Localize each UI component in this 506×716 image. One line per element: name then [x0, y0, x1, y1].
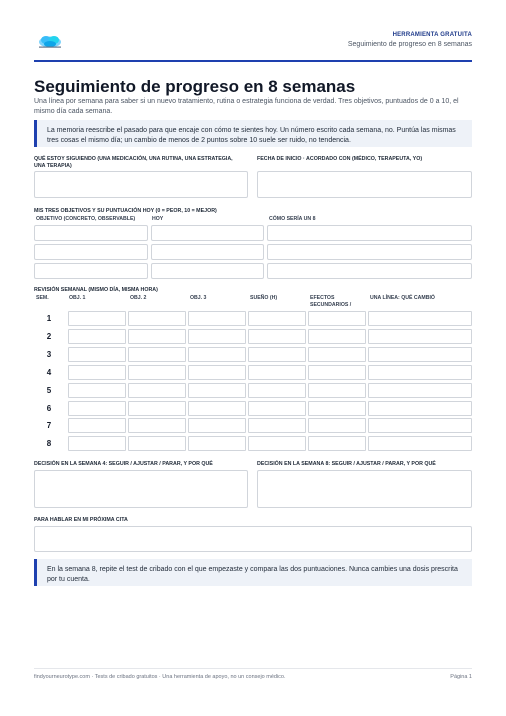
week-2-side-effects-cell[interactable] [308, 329, 366, 344]
week-1-goal-2-cell[interactable] [128, 311, 186, 326]
week-number: 8 [46, 439, 52, 449]
week-4-goal-3-cell[interactable] [188, 365, 246, 380]
week-3-what-changed-cell[interactable] [368, 347, 472, 362]
week-1-sleep-cell[interactable] [248, 311, 306, 326]
week-4-side-effects-cell[interactable] [308, 365, 366, 380]
brain-logo-icon [37, 33, 63, 49]
decision-week8-field[interactable] [257, 470, 472, 508]
week-2-goal-1-cell[interactable] [68, 329, 126, 344]
week-number: 1 [46, 314, 52, 323]
footer-text: findyourneurotype.com · Tests de cribado gratuitos · Una herramienta de apoyo, no un consejo médico. [34, 674, 286, 680]
week-4-goal-1-cell[interactable] [68, 365, 126, 380]
week-number: 5 [46, 385, 52, 395]
col-goal-1: OBJ. 1 [69, 295, 86, 301]
week-5-goal-2-cell[interactable] [128, 383, 186, 398]
week-5-what-changed-cell[interactable] [368, 383, 472, 398]
tracking-field[interactable] [34, 171, 248, 198]
week-2-goal-3-cell[interactable] [188, 329, 246, 344]
col-goal-3: OBJ. 3 [190, 295, 207, 301]
week-6-goal-2-cell[interactable] [128, 401, 186, 416]
week-7-goal-1-cell[interactable] [68, 418, 126, 433]
week-6-goal-3-cell[interactable] [188, 401, 246, 416]
today-column-header: HOY [152, 216, 164, 222]
week-3-side-effects-cell[interactable] [308, 347, 366, 362]
week-4-sleep-cell[interactable] [248, 365, 306, 380]
week-2-what-changed-cell[interactable] [368, 329, 472, 344]
week-7-side-effects-cell[interactable] [308, 418, 366, 433]
week-7-goal-2-cell[interactable] [128, 418, 186, 433]
col-side-effects: EFECTOS SECUNDARIOS / [310, 295, 352, 308]
retest-callout: En la semana 8, repite el test de cribado con el que empezaste y compara las dos puntuaciones. Nunca cambies una dosis prescrita por tu cuenta. [34, 559, 472, 586]
goal-2-week8-field[interactable] [267, 244, 472, 260]
goal-3-week8-field[interactable] [267, 263, 472, 279]
week-8-what-changed-cell[interactable] [368, 436, 472, 451]
week-7-sleep-cell[interactable] [248, 418, 306, 433]
tracking-label: QUÉ ESTOY SIGUIENDO (UNA MEDICACIÓN, UNA RUTINA, UNA ESTRATEGIA, UNA TERAPIA) [34, 156, 233, 169]
goal-column-header: OBJETIVO (CONCRETO, OBSERVABLE) [36, 216, 136, 222]
decision-week4-label: DECISIÓN EN LA SEMANA 4: SEGUIR / AJUSTAR / PARAR, Y POR QUÉ [34, 461, 213, 467]
start-date-field[interactable] [257, 171, 472, 198]
week-3-goal-1-cell[interactable] [68, 347, 126, 362]
week-3-goal-2-cell[interactable] [128, 347, 186, 362]
decision-week8-label: DECISIÓN EN LA SEMANA 8: SEGUIR / AJUSTAR / PARAR, Y POR QUÉ [257, 461, 436, 467]
page-number: Página 1 [450, 674, 472, 680]
week8-column-header: CÓMO SERÍA UN 8 [269, 216, 316, 222]
week-5-sleep-cell[interactable] [248, 383, 306, 398]
col-what-changed: UNA LÍNEA: QUÉ CAMBIÓ [370, 295, 435, 301]
week-1-goal-3-cell[interactable] [188, 311, 246, 326]
week-6-what-changed-cell[interactable] [368, 401, 472, 416]
week-5-side-effects-cell[interactable] [308, 383, 366, 398]
week-2-sleep-cell[interactable] [248, 329, 306, 344]
week-7-goal-3-cell[interactable] [188, 418, 246, 433]
weekly-label: REVISIÓN SEMANAL (MISMO DÍA, MISMA HORA) [34, 287, 158, 293]
week-8-side-effects-cell[interactable] [308, 436, 366, 451]
week-8-goal-2-cell[interactable] [128, 436, 186, 451]
week-8-goal-1-cell[interactable] [68, 436, 126, 451]
start-date-label: FECHA DE INICIO · ACORDADO CON (MÉDICO, TERAPEUTA, YO) [257, 156, 423, 162]
week-1-goal-1-cell[interactable] [68, 311, 126, 326]
col-goal-2: OBJ. 2 [130, 295, 147, 301]
week-number: 2 [46, 331, 52, 341]
col-sleep: SUEÑO (H) [250, 295, 278, 301]
intro-text: Una línea por semana para saber si un nuevo tratamiento, rutina o estrategia funciona de verdad. Tres objetivos, puntuados de 0 a 10, el mismo día cada semana. [34, 98, 459, 115]
week-number: 7 [46, 421, 52, 431]
week-6-side-effects-cell[interactable] [308, 401, 366, 416]
week-6-goal-1-cell[interactable] [68, 401, 126, 416]
memory-callout: La memoria reescribe el pasado para que encaje con cómo te sientes hoy. Un número escrito cada semana, no. Puntúa las mismas tres cosas el mismo día; un cambio de menos de 2 puntos sobre 10 suele ser ruido, no tendencia. [34, 120, 472, 147]
week-6-sleep-cell[interactable] [248, 401, 306, 416]
appointment-field[interactable] [34, 526, 472, 552]
week-1-side-effects-cell[interactable] [308, 311, 366, 326]
decision-week4-field[interactable] [34, 470, 248, 508]
goal-1-field[interactable] [34, 225, 148, 241]
goal-2-field[interactable] [34, 244, 148, 260]
page-title: Seguimiento de progreso en 8 semanas [34, 77, 356, 96]
week-5-goal-1-cell[interactable] [68, 383, 126, 398]
week-1-what-changed-cell[interactable] [368, 311, 472, 326]
goal-3-field[interactable] [34, 263, 148, 279]
col-week: SEM. [36, 295, 49, 301]
week-number: 3 [46, 349, 52, 359]
week-7-what-changed-cell[interactable] [368, 418, 472, 433]
goal-1-week8-field[interactable] [267, 225, 472, 241]
footer-divider [34, 668, 472, 669]
week-4-what-changed-cell[interactable] [368, 365, 472, 380]
week-number: 4 [46, 367, 52, 377]
week-8-goal-3-cell[interactable] [188, 436, 246, 451]
week-4-goal-2-cell[interactable] [128, 365, 186, 380]
goal-2-today-field[interactable] [151, 244, 264, 260]
header-divider [34, 60, 472, 62]
header-subtitle: Seguimiento de progreso en 8 semanas [347, 41, 472, 48]
week-8-sleep-cell[interactable] [248, 436, 306, 451]
appointment-label: PARA HABLAR EN MI PRÓXIMA CITA [34, 517, 128, 523]
goal-1-today-field[interactable] [151, 225, 264, 241]
header-tag: HERRAMIENTA GRATUITA [392, 32, 472, 38]
goal-3-today-field[interactable] [151, 263, 264, 279]
week-3-goal-3-cell[interactable] [188, 347, 246, 362]
week-5-goal-3-cell[interactable] [188, 383, 246, 398]
week-number: 6 [46, 403, 52, 413]
week-2-goal-2-cell[interactable] [128, 329, 186, 344]
week-3-sleep-cell[interactable] [248, 347, 306, 362]
header-info [348, 32, 472, 48]
goals-label: MIS TRES OBJETIVOS Y SU PUNTUACIÓN HOY (0 = PEOR, 10 = MEJOR) [34, 208, 217, 214]
